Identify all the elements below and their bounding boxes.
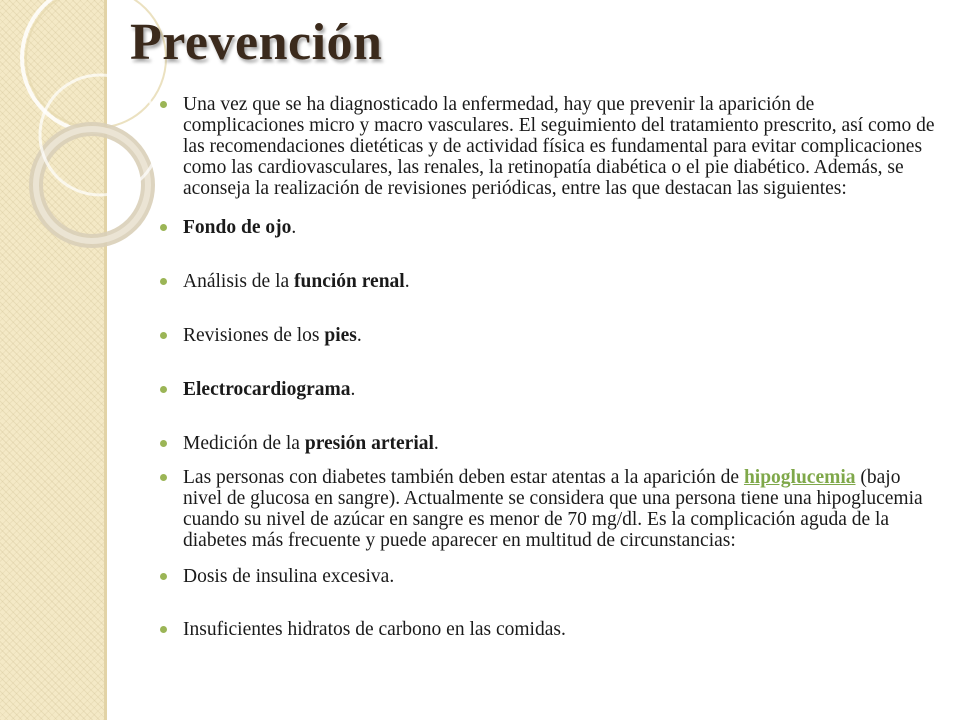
bullet-dot-icon (160, 573, 167, 580)
item-text: Revisiones de los (183, 325, 325, 346)
hipoglucemia-link[interactable]: hipoglucemia (743, 467, 856, 488)
item-text: (bajo nivel de glucosa en sangre). Actualmente se considera que una persona tiene una hipoglucemia cuando su nivel de azúcar en sangre es menor de 70 mg/dl. Es la complicación aguda de la diabetes más frecuente y puede aparecer en multitud de circunstancias: (183, 467, 923, 551)
bullet-dot-icon (160, 332, 167, 339)
list-item (160, 325, 940, 346)
bullet-dot-icon (160, 474, 167, 481)
list-item (160, 467, 940, 551)
item-text: Dosis de insulina excesiva. (183, 566, 395, 587)
list-item (160, 619, 940, 640)
bullet-dot-icon (160, 101, 167, 108)
intro-text: Una vez que se ha diagnosticado la enfermedad, hay que prevenir la aparición de complicaciones micro y macro vasculares. El seguimiento del tratamiento prescrito, así como de las recomendaciones dietéticas y de actividad física es fundamental para evitar complicaciones como las cardiovasculares, las renales, la retinopatía diabética o el pie diabético. Además, se aconseja la realización de revisiones periódicas, entre las que destacan las siguientes: (183, 94, 935, 199)
bullet-dot-icon (160, 626, 167, 633)
punctuation: . (356, 325, 362, 346)
punctuation: . (291, 217, 297, 238)
bullet-list (160, 94, 940, 660)
bullet-dot-icon (160, 224, 167, 231)
list-item (160, 379, 940, 400)
bullet-dot-icon (160, 386, 167, 393)
punctuation: . (404, 271, 410, 292)
bold-term: presión arterial (304, 433, 434, 454)
item-text: Medición de la (183, 433, 305, 454)
punctuation: . (433, 433, 439, 454)
bullet-dot-icon (160, 278, 167, 285)
bold-term: función renal (294, 271, 405, 292)
bold-term: pies (324, 325, 357, 346)
list-item (160, 271, 940, 292)
list-item (160, 217, 940, 238)
slide-title: Prevención (130, 14, 383, 71)
bold-term: Fondo de ojo (183, 217, 292, 238)
list-item (160, 94, 940, 199)
list-item (160, 433, 940, 454)
item-text: Análisis de la (183, 271, 295, 292)
item-text: Insuficientes hidratos de carbono en las comidas. (183, 619, 566, 640)
item-text: Las personas con diabetes también deben estar atentas a la aparición de (183, 467, 744, 488)
bold-term: Electrocardiograma (183, 379, 351, 400)
list-item (160, 566, 940, 587)
punctuation: . (350, 379, 356, 400)
bullet-dot-icon (160, 440, 167, 447)
